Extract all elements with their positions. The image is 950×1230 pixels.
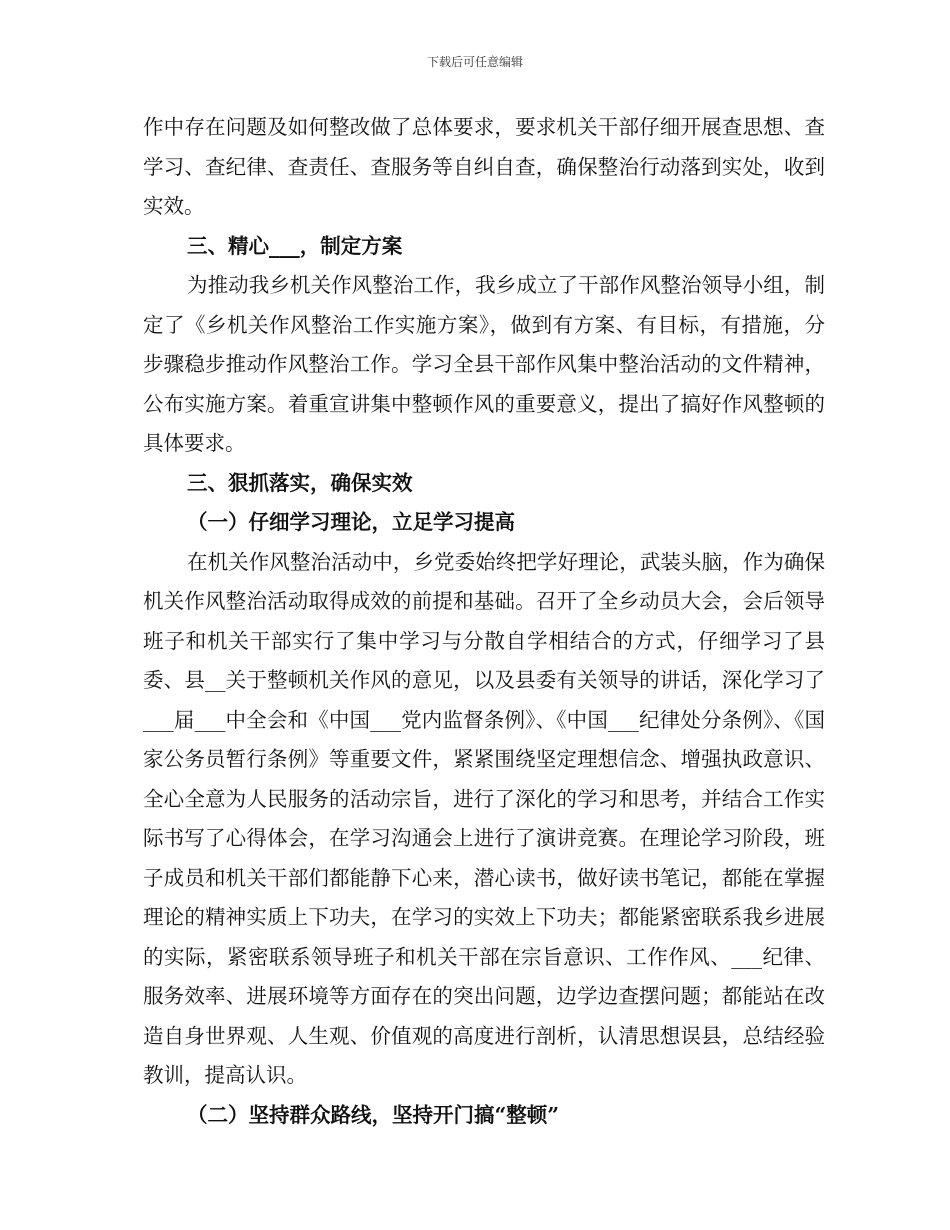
document-body (143, 108, 825, 1135)
page-header: 下载后可任意编辑 (426, 55, 523, 69)
paragraph: 在机关作风整治活动中，乡党委始终把学好理论，武装头脑，作为确保机关作风整治活动取得成效的前提和基础。召开了全乡动员大会，会后领导班子和机关干部实行了集中学习与分散自学相结合的方式，仔细学习了县委、县__关于整顿机关作风的意见，以及县委有关领导的讲话，深化学习了___届___中全会和《中国___党内监督条例》、《中国___纪律处分条例》、《国家公务员暂行条例》等重要文件，紧紧围绕坚定理想信念、增强执政意识、全心全意为人民服务的活动宗旨，进行了深化的学习和思考，并结合工作实际书写了心得体会，在学习沟通会上进行了演讲竞赛。在理论学习阶段，班子成员和机关干部们都能静下心来，潜心读书，做好读书笔记，都能在掌握理论的精神实质上下功夫，在学习的实效上下功夫；都能紧密联系我乡进展的实际，紧密联系领导班子和机关干部在宗旨意识、工作作风、___纪律、服务效率、进展环境等方面存在的突出问题，边学边查摆问题；都能站在改造自身世界观、人生观、价值观的高度进行剖析，认清思想误县，总结经验教训，提高认识。 (143, 549, 825, 1087)
paragraph: 作中存在问题及如何整改做了总体要求，要求机关干部仔细开展查思想、查学习、查纪律、查责任、查服务等自纠自查，确保整治行动落到实处，收到实效。 (143, 115, 825, 218)
section-heading: 三、精心___，制定方案 (187, 233, 403, 258)
subsection-heading: （二）坚持群众路线，坚持开门搞“整顿” (187, 1102, 560, 1127)
paragraph: 为推动我乡机关作风整治工作，我乡成立了干部作风整治领导小组，制定了《乡机关作风整治工作实施方案》，做到有方案、有目标，有措施，分步骤稳步推动作风整治工作。学习全县干部作风集中整治活动的文件精神，公布实施方案。着重宣讲集中整顿作风的重要意义，提出了搞好作风整顿的具体要求。 (143, 273, 825, 455)
section-heading: 三、狠抓落实，确保实效 (187, 470, 413, 495)
subsection-heading: （一）仔细学习理论，立足学习提高 (187, 510, 515, 534)
